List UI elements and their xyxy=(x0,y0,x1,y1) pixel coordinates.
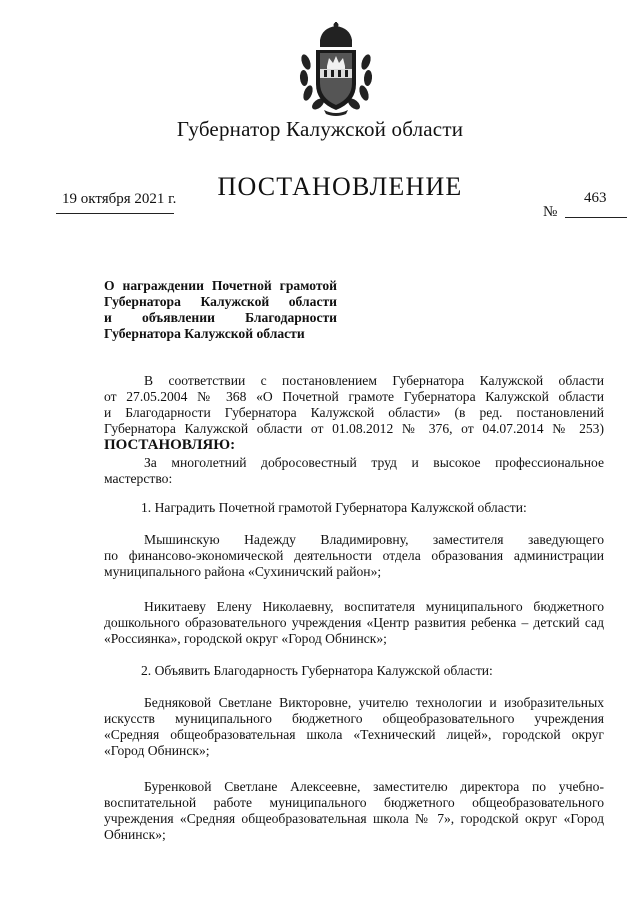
item-1-heading: 1. Наградить Почетной грамотой Губернатора Калужской области: xyxy=(141,500,527,515)
thanks-line: Бедняковой Светлане Викторовне, учителю технологии и изобразительных xyxy=(144,695,604,710)
document-subject xyxy=(104,278,337,342)
preamble-line: В соответствии с постановлением Губернатора Калужской области xyxy=(144,373,604,388)
thanks-line: искусств муниципального бюджетного общеобразовательного учреждения xyxy=(104,711,604,726)
date-underline xyxy=(56,213,174,214)
award-paragraph-2 xyxy=(104,599,604,647)
number-sign: № xyxy=(543,204,558,220)
resolve-heading: ПОСТАНОВЛЯЮ: xyxy=(104,437,236,453)
award-line: Никитаеву Елену Николаевну, воспитателя муниципального бюджетного xyxy=(144,599,604,614)
merit-line: За многолетний добросовестный труд и высокое профессиональное xyxy=(144,455,604,470)
award-line: дошкольного образовательного учреждения «Центр развития ребенка – детский сад xyxy=(104,615,604,630)
subject-line: Губернатора Калужской области xyxy=(104,294,337,309)
award-line: Мышинскую Надежду Владимировну, заместителя заведующего xyxy=(144,532,604,547)
award-line: муниципального района «Сухиничский район»; xyxy=(104,564,382,579)
thanks-line: Буренковой Светлане Алексеевне, заместителю директора по учебно- xyxy=(144,779,604,794)
preamble-paragraph xyxy=(104,373,604,437)
thanks-line: «Средняя общеобразовательная школа «Технический лицей», городской округ xyxy=(104,727,604,742)
award-line: по финансово-экономической деятельности отдела образования администрации xyxy=(104,548,604,563)
document-date: 19 октября 2021 г. xyxy=(62,191,177,207)
number-underline xyxy=(565,217,627,218)
thanks-paragraph-1 xyxy=(104,695,604,759)
thanks-paragraph-2 xyxy=(104,779,604,843)
preamble-line: от 27.05.2004 № 368 «О Почетной грамоте Губернатора Калужской области xyxy=(104,389,604,404)
subject-line: О награждении Почетной грамотой xyxy=(104,278,337,293)
issuing-authority-title: Губернатор Калужской области xyxy=(176,117,464,141)
document-number: 463 xyxy=(584,190,607,206)
subject-line: и объявлении Благодарности xyxy=(104,310,337,325)
thanks-line: учреждения «Средняя общеобразовательная школа № 7», городской округ «Город xyxy=(104,811,604,826)
subject-line: Губернатора Калужской области xyxy=(104,326,305,341)
preamble-line: и Благодарности Губернатора Калужской области» (в ред. постановлений xyxy=(104,405,604,420)
award-line: «Россиянка», городской округ «Город Обнинск»; xyxy=(104,631,387,646)
thanks-line: «Город Обнинск»; xyxy=(104,743,210,758)
document-type-heading: ПОСТАНОВЛЕНИЕ xyxy=(217,172,463,201)
thanks-line: Обнинск»; xyxy=(104,827,166,842)
kaluga-coat-of-arms-emblem xyxy=(296,22,376,116)
thanks-line: воспитательной работе муниципального бюджетного общеобразовательного xyxy=(104,795,604,810)
merit-line: мастерство: xyxy=(104,471,173,486)
item-2-heading: 2. Объявить Благодарность Губернатора Калужской области: xyxy=(141,663,493,678)
preamble-line: Губернатора Калужской области от 01.08.2012 № 376, от 04.07.2014 № 253) xyxy=(104,421,604,436)
award-paragraph-1 xyxy=(104,532,604,580)
merit-paragraph xyxy=(104,455,604,487)
